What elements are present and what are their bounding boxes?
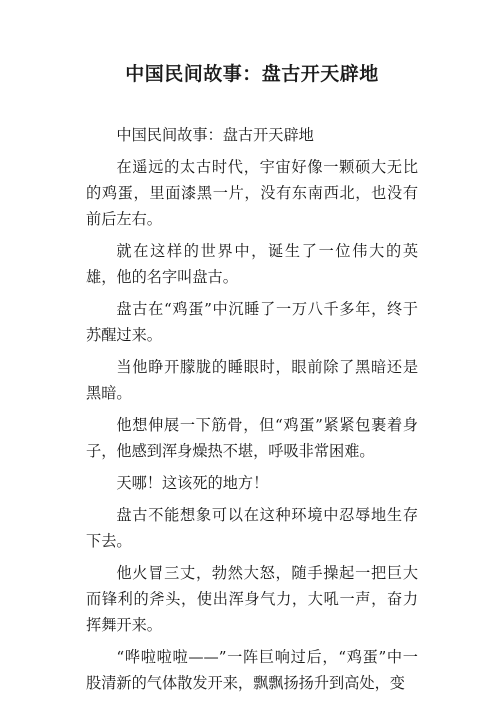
document-title: 中国民间故事：盘古开天辟地: [125, 63, 379, 85]
document-body: [86, 122, 418, 696]
paragraph: 他火冒三丈，勃然大怒，随手操起一把巨大而锋利的斧头，使出浑身气力，大吼一声，奋力挥舞开来。: [86, 564, 418, 634]
paragraph: 就在这样的世界中，诞生了一位伟大的英雄，他的名字叫盘古。: [86, 242, 418, 286]
paragraph: 中国民间故事：盘古开天辟地: [116, 126, 314, 144]
paragraph: 盘古不能想象可以在这种环境中忍辱地生存下去。: [86, 506, 418, 550]
paragraph: 他想伸展一下筋骨，但“鸡蛋”紧紧包裹着身子，他感到浑身燥热不堪，呼吸非常困难。: [86, 416, 418, 460]
paragraph: 当他睁开朦胧的睡眼时，眼前除了黑暗还是黑暗。: [86, 358, 418, 402]
paragraph: 在遥远的太古时代，宇宙好像一颗硕大无比的鸡蛋，里面漆黑一片，没有东南西北，也没有前后左右。: [86, 158, 418, 228]
paragraph: 盘古在“鸡蛋”中沉睡了一万八千多年，终于苏醒过来。: [86, 300, 418, 344]
paragraph: 天哪！这该死的地方！: [116, 474, 269, 492]
paragraph: “哗啦啦啦——”一阵巨响过后，“鸡蛋”中一股清新的气体散发开来，飘飘扬扬升到高处，变: [86, 648, 418, 692]
